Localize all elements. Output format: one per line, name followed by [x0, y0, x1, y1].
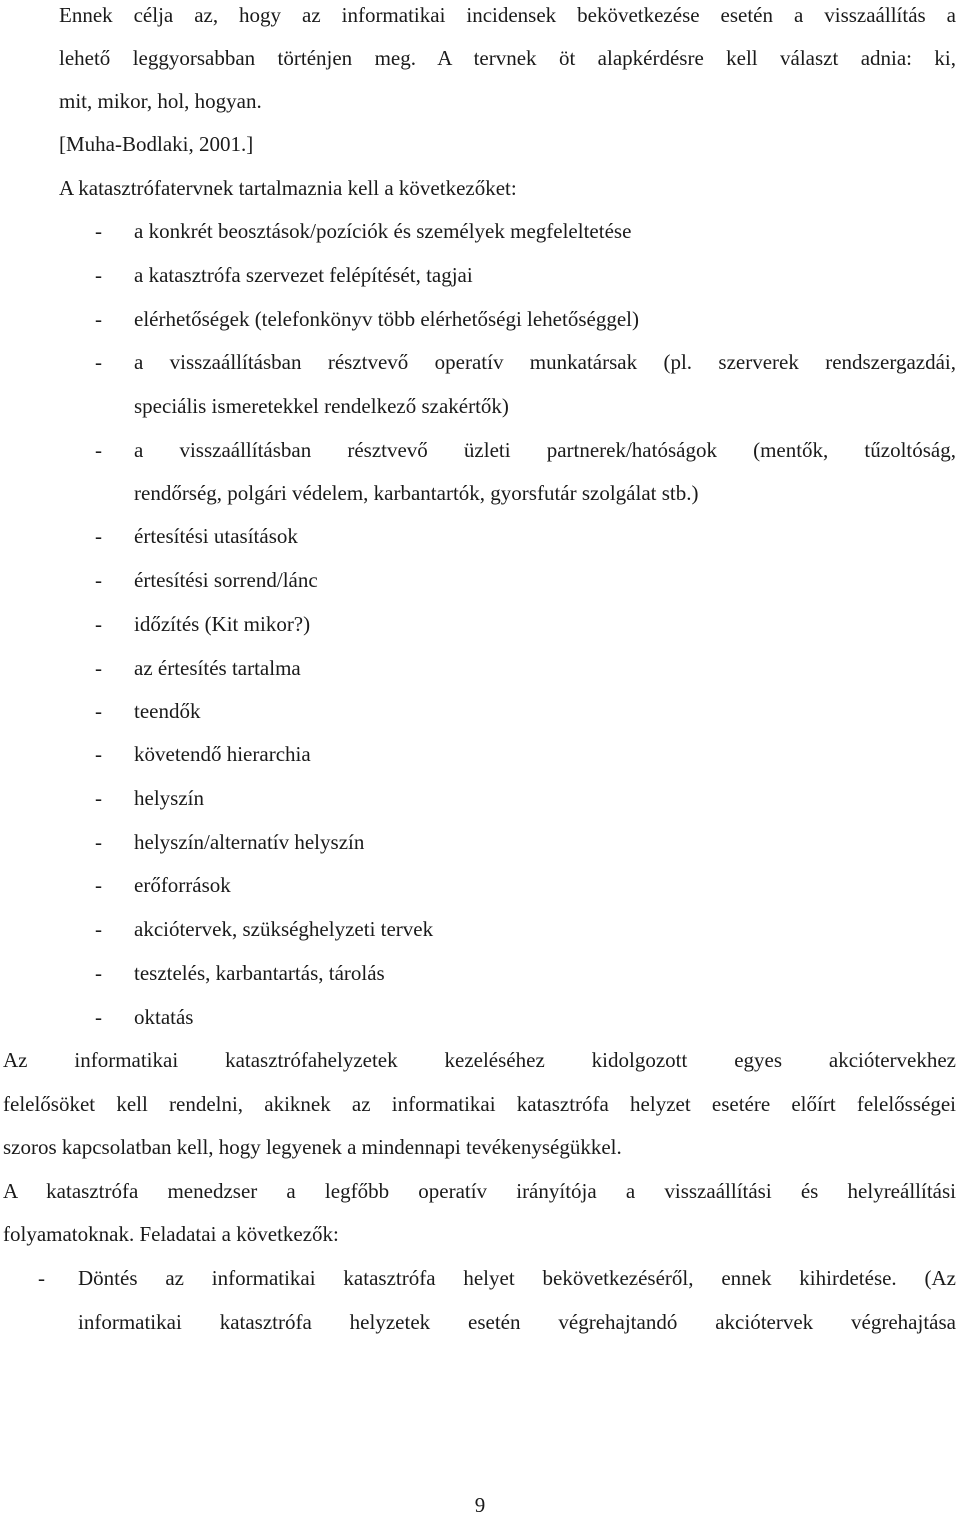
list-dash: -: [95, 219, 102, 243]
list-dash: -: [95, 568, 102, 592]
para2-line-3: szoros kapcsolatban kell, hogy legyenek a mindennapi tevékenységükkel.: [3, 1135, 622, 1159]
duty-item: Döntés az informatikai katasztrófa helyet bekövetkezéséről, ennek kihirdetése. (Az: [78, 1266, 956, 1290]
list-dash: -: [95, 263, 102, 287]
list-dash: -: [95, 1005, 102, 1029]
list-item: a konkrét beosztások/pozíciók és személyek megfeleltetése: [134, 219, 632, 243]
list-item: oktatás: [134, 1005, 194, 1029]
para3-line-2: folyamatoknak. Feladatai a következők:: [3, 1222, 339, 1246]
list-item: követendő hierarchia: [134, 742, 311, 766]
list-item: időzítés (Kit mikor?): [134, 612, 311, 636]
list-dash: -: [95, 917, 102, 941]
citation: [Muha-Bodlaki, 2001.]: [59, 132, 254, 156]
list-dash: -: [95, 438, 102, 462]
list-dash: -: [95, 307, 102, 331]
page-number: 9: [474, 1493, 486, 1517]
list-dash: -: [95, 742, 102, 766]
list-item-continuation: speciális ismeretekkel rendelkező szakértők): [134, 394, 509, 418]
para3-line-1: A katasztrófa menedzser a legfőbb operatív irányítója a visszaállítási és helyreállítási: [3, 1179, 956, 1203]
list-dash: -: [95, 350, 102, 374]
intro-line-3: mit, mikor, hol, hogyan.: [59, 89, 262, 113]
list-item: akciótervek, szükséghelyzeti tervek: [134, 917, 434, 941]
list-item: értesítési sorrend/lánc: [134, 568, 318, 592]
list-item: helyszín/alternatív helyszín: [134, 830, 365, 854]
intro-line-1: Ennek célja az, hogy az informatikai incidensek bekövetkezése esetén a visszaállítás a: [59, 3, 956, 27]
list-item: erőforrások: [134, 873, 231, 897]
list-item: teendők: [134, 699, 201, 723]
list-item: a visszaállításban résztvevő operatív munkatársak (pl. szerverek rendszergazdái,: [134, 350, 956, 374]
duty-item-continuation: informatikai katasztrófa helyzetek esetén végrehajtandó akciótervek végrehajtása: [78, 1310, 956, 1334]
duty-dash: -: [38, 1266, 45, 1290]
list-item: tesztelés, karbantartás, tárolás: [134, 961, 385, 985]
list-dash: -: [95, 786, 102, 810]
list-item: a visszaállításban résztvevő üzleti partnerek/hatóságok (mentők, tűzoltóság,: [134, 438, 956, 462]
list-item: az értesítés tartalma: [134, 656, 301, 680]
list-dash: -: [95, 961, 102, 985]
list-intro: A katasztrófatervnek tartalmaznia kell a következőket:: [59, 176, 517, 200]
para2-line-1: Az informatikai katasztrófahelyzetek kezeléséhez kidolgozott egyes akciótervekhez: [3, 1048, 956, 1072]
list-dash: -: [95, 524, 102, 548]
list-item-continuation: rendőrség, polgári védelem, karbantartók, gyorsfutár szolgálat stb.): [134, 481, 699, 505]
intro-line-2: lehető leggyorsabban történjen meg. A tervnek öt alapkérdésre kell választ adnia: ki,: [59, 46, 956, 70]
list-dash: -: [95, 656, 102, 680]
list-dash: -: [95, 873, 102, 897]
list-dash: -: [95, 699, 102, 723]
list-dash: -: [95, 830, 102, 854]
para2-line-2: felelősöket kell rendelni, akiknek az informatikai katasztrófa helyzet esetére előírt felelősségei: [3, 1092, 956, 1116]
list-item: értesítési utasítások: [134, 524, 298, 548]
list-dash: -: [95, 612, 102, 636]
list-item: helyszín: [134, 786, 204, 810]
list-item: a katasztrófa szervezet felépítését, tagjai: [134, 263, 473, 287]
list-item: elérhetőségek (telefonkönyv több elérhetőségi lehetőséggel): [134, 307, 639, 331]
